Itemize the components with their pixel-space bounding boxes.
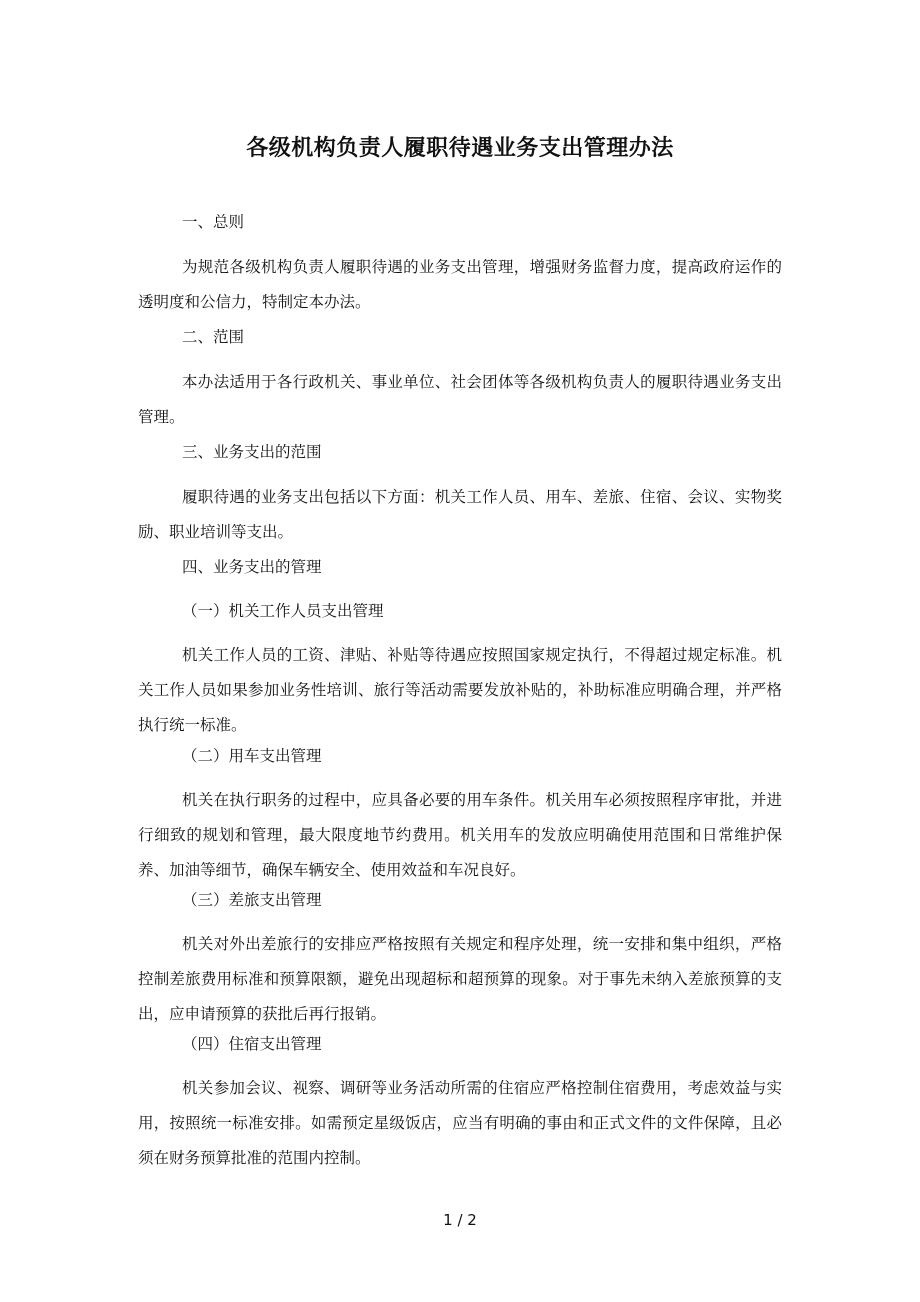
document-title: 各级机构负责人履职待遇业务支出管理办法	[246, 136, 674, 161]
section-text-expense-scope: 履职待遇的业务支出包括以下方面：机关工作人员、用车、差旅、住宿、会议、实物奖励、职业培训等支出。	[138, 488, 782, 541]
section-heading-expense-management: 四、业务支出的管理	[182, 558, 322, 576]
subsection-heading-travel: （三）差旅支出管理	[182, 891, 322, 909]
section-heading-general: 一、总则	[182, 213, 245, 231]
subsection-text-vehicle: 机关在执行职务的过程中，应具备必要的用车条件。机关用车必须按照程序审批，并进行细致的规划和管理，最大限度地节约费用。机关用车的发放应明确使用范围和日常维护保养、加油等细节，确保车辆安全、使用效益和车况良好。	[138, 791, 782, 879]
subsection-heading-vehicle: （二）用车支出管理	[182, 747, 322, 765]
section-heading-scope: 二、范围	[182, 328, 245, 346]
subsection-heading-staff: （一）机关工作人员支出管理	[182, 602, 384, 620]
subsection-text-lodging: 机关参加会议、视察、调研等业务活动所需的住宿应严格控制住宿费用，考虑效益与实用，按照统一标准安排。如需预定星级饭店，应当有明确的事由和正式文件的文件保障，且必须在财务预算批准的范围内控制。	[138, 1079, 782, 1167]
subsection-text-staff: 机关工作人员的工资、津贴、补贴等待遇应按照国家规定执行，不得超过规定标准。机关工作人员如果参加业务性培训、旅行等活动需要发放补贴的，补助标准应明确合理，并严格执行统一标准。	[138, 646, 782, 734]
subsection-text-travel: 机关对外出差旅行的安排应严格按照有关规定和程序处理，统一安排和集中组织，严格控制差旅费用标准和预算限额，避免出现超标和超预算的现象。对于事先未纳入差旅预算的支出，应申请预算的获批后再行报销。	[138, 935, 782, 1023]
section-text-general: 为规范各级机构负责人履职待遇的业务支出管理，增强财务监督力度，提高政府运作的透明度和公信力，特制定本办法。	[138, 258, 782, 311]
subsection-heading-lodging: （四）住宿支出管理	[182, 1035, 322, 1053]
section-heading-expense-scope: 三、业务支出的范围	[182, 443, 322, 461]
page-indicator: 1 / 2	[443, 1211, 477, 1229]
section-text-scope: 本办法适用于各行政机关、事业单位、社会团体等各级机构负责人的履职待遇业务支出管理。	[138, 373, 782, 426]
